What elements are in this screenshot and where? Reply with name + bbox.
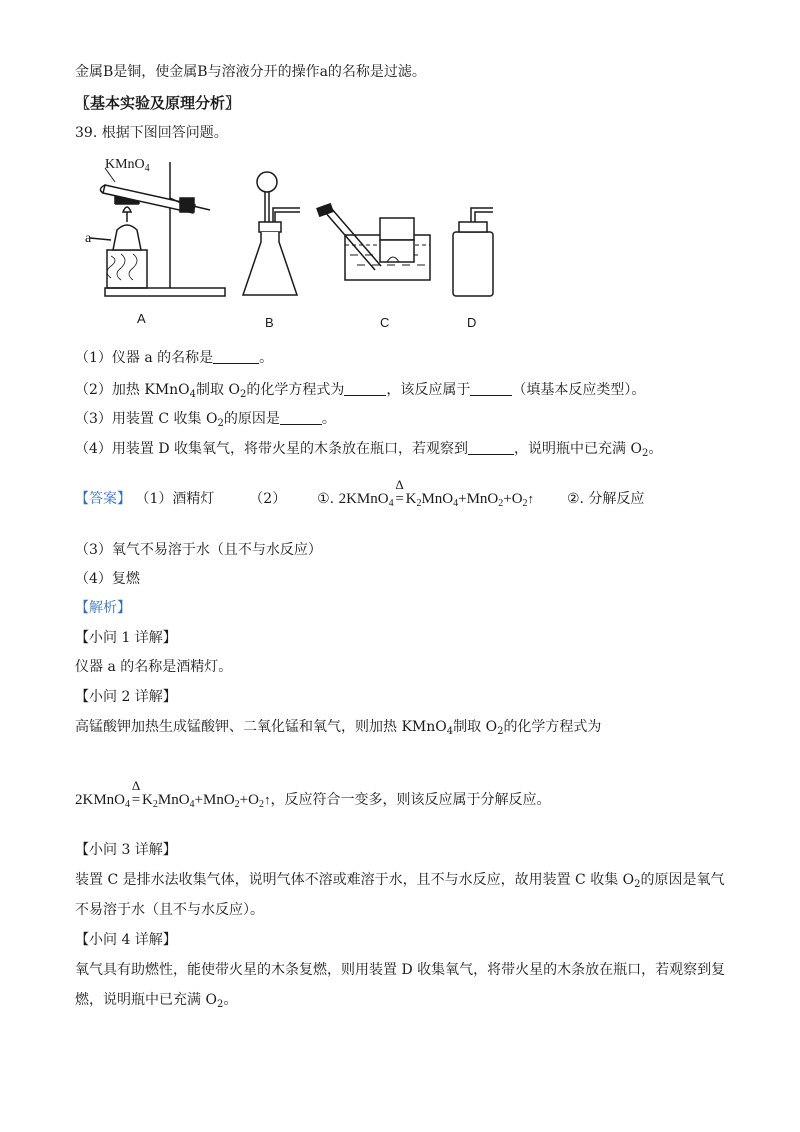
question-2	[75, 380, 645, 405]
sub3-body1-b: 的原因是氧气	[640, 872, 725, 888]
gas-bottle	[453, 232, 493, 296]
answer-blank	[280, 410, 322, 425]
sub3-body-2	[75, 900, 264, 920]
delivery-tube	[193, 206, 210, 210]
subscript-2: 2	[217, 418, 224, 429]
answer-line	[75, 477, 645, 514]
answer-blank	[470, 381, 512, 396]
answer-blank	[344, 381, 386, 396]
q3-text-b: 的原因是	[223, 411, 280, 427]
label-B: B	[265, 315, 274, 330]
sub1-body	[75, 657, 232, 677]
sub2-body	[75, 717, 601, 742]
answer-2-part2: ②. 分解反应	[566, 491, 645, 507]
label-D: D	[467, 315, 477, 330]
sub2-head-text: 【小问 2 详解】	[75, 689, 177, 705]
sub4-body2-a: 燃，说明瓶中已充满 O	[75, 992, 217, 1008]
q2-text-d: ，该反应属于	[386, 382, 471, 398]
sub3-body-1	[75, 870, 725, 895]
stopper	[180, 198, 194, 212]
funnel-bulb	[257, 172, 277, 192]
question-1	[75, 348, 273, 368]
sub4-body1-text: 氧气具有助燃性，能使带火星的木条复燃，则用装置 D 收集氧气，将带火星的木条放在瓶口，若观察到复	[75, 962, 726, 978]
heading-text: 〖基本实验及原理分析〗	[75, 94, 241, 112]
sub4-heading	[75, 930, 177, 950]
q2-text-c: 的化学方程式为	[246, 382, 345, 398]
sub2-body-b: 制取 O	[453, 719, 498, 735]
q1-end: 。	[259, 350, 274, 366]
sub3-body2-text: 不易溶于水（且不与水反应）。	[75, 902, 264, 918]
answer-4	[75, 569, 140, 589]
wood-block	[107, 250, 147, 288]
chem-equation: 2KMnO$_4$ Δ = $K_2MnO_4+MnO_2+O_2↑$	[75, 778, 271, 810]
subscript-2: 2	[216, 999, 224, 1010]
question-text: 39. 根据下图回答问题。	[75, 125, 228, 141]
question-intro	[75, 123, 228, 143]
analysis-label	[75, 598, 131, 618]
answer-4-text: （4）复燃	[75, 571, 140, 587]
text-line-metal-b	[75, 62, 426, 82]
q4-end: 。	[648, 441, 663, 457]
label-C: C	[380, 315, 390, 330]
answer-3-text: （3）氧气不易溶于水（且不与水反应）	[75, 542, 322, 558]
q2-text-e: （填基本反应类型）。	[512, 382, 646, 398]
subscript-4: 4	[446, 726, 454, 737]
sub1-heading	[75, 628, 177, 648]
stand-base	[105, 288, 225, 296]
apparatus-figure	[75, 150, 495, 339]
section-heading	[75, 93, 240, 113]
alcohol-lamp	[113, 225, 141, 250]
analysis-label-text: 【解析】	[75, 600, 131, 616]
label-a-pointer	[90, 238, 111, 240]
sub2-equation-line	[75, 778, 551, 815]
answer-2-part1: ①.	[317, 491, 335, 507]
label-a: a	[85, 231, 92, 246]
q1-text: （1）仪器 a 的名称是	[75, 350, 214, 366]
sub2-body-c: 的化学方程式为	[503, 719, 602, 735]
subscript-2: 2	[239, 389, 247, 400]
sub4-body-1	[75, 960, 725, 980]
answer-1: （1）酒精灯	[135, 491, 215, 507]
flame	[123, 207, 131, 212]
sub3-heading	[75, 840, 177, 860]
sub4-body2-b: 。	[223, 992, 238, 1008]
sub2-body-a: 高锰酸钾加热生成锰酸钾、二氧化锰和氧气，则加热 KMnO	[75, 719, 447, 735]
text: 金属B是铜，使金属B与溶液分开的操作a的名称是过滤。	[75, 64, 426, 80]
q2-text-b: 制取 O	[196, 382, 240, 398]
apparatus-diagram	[75, 150, 495, 335]
subscript-2: 2	[497, 726, 504, 737]
sub3-head-text: 【小问 3 详解】	[75, 842, 177, 858]
question-4	[75, 439, 662, 464]
sub2-tail: ，反应符合一变多，则该反应属于分解反应。	[270, 792, 551, 808]
sub4-head-text: 【小问 4 详解】	[75, 932, 177, 948]
question-3	[75, 409, 336, 434]
q3-end: 。	[321, 411, 336, 427]
answer-blank	[213, 349, 259, 364]
sub1-body-text: 仪器 a 的名称是酒精灯。	[75, 659, 233, 675]
q3-text-a: （3）用装置 C 收集 O	[75, 411, 218, 427]
answer-3	[75, 540, 322, 560]
chem-equation: 2KMnO$_4$ Δ = $K_2MnO_4+MnO_2+O_2↑$	[338, 477, 535, 509]
sub3-body1-a: 装置 C 是排水法收集气体，说明气体不溶或难溶于水，且不与水反应，故用装置 C 收集 O	[75, 872, 635, 888]
answer-2: （2）	[249, 491, 287, 507]
q4-text-b: ，说明瓶中已充满 O	[514, 441, 642, 457]
sub2-heading	[75, 687, 177, 707]
q4-text-a: （4）用装置 D 收集氧气，将带火星的木条放在瓶口，若观察到	[75, 441, 469, 457]
subscript-2: 2	[634, 879, 641, 890]
answer-blank	[468, 440, 514, 455]
label-A: A	[137, 311, 146, 326]
sub4-body-2	[75, 990, 237, 1015]
subscript-4: 4	[189, 389, 197, 400]
q2-text-a: （2）加热 KMnO	[75, 382, 190, 398]
sub1-head-text: 【小问 1 详解】	[75, 630, 177, 646]
subscript-2: 2	[641, 448, 649, 459]
label-kmno4: KMnO$_4$	[105, 157, 150, 174]
conical-flask	[243, 232, 297, 295]
collecting-bottle	[380, 218, 414, 240]
flask-stopper	[259, 222, 281, 232]
answer-label: 【答案】	[75, 491, 131, 507]
